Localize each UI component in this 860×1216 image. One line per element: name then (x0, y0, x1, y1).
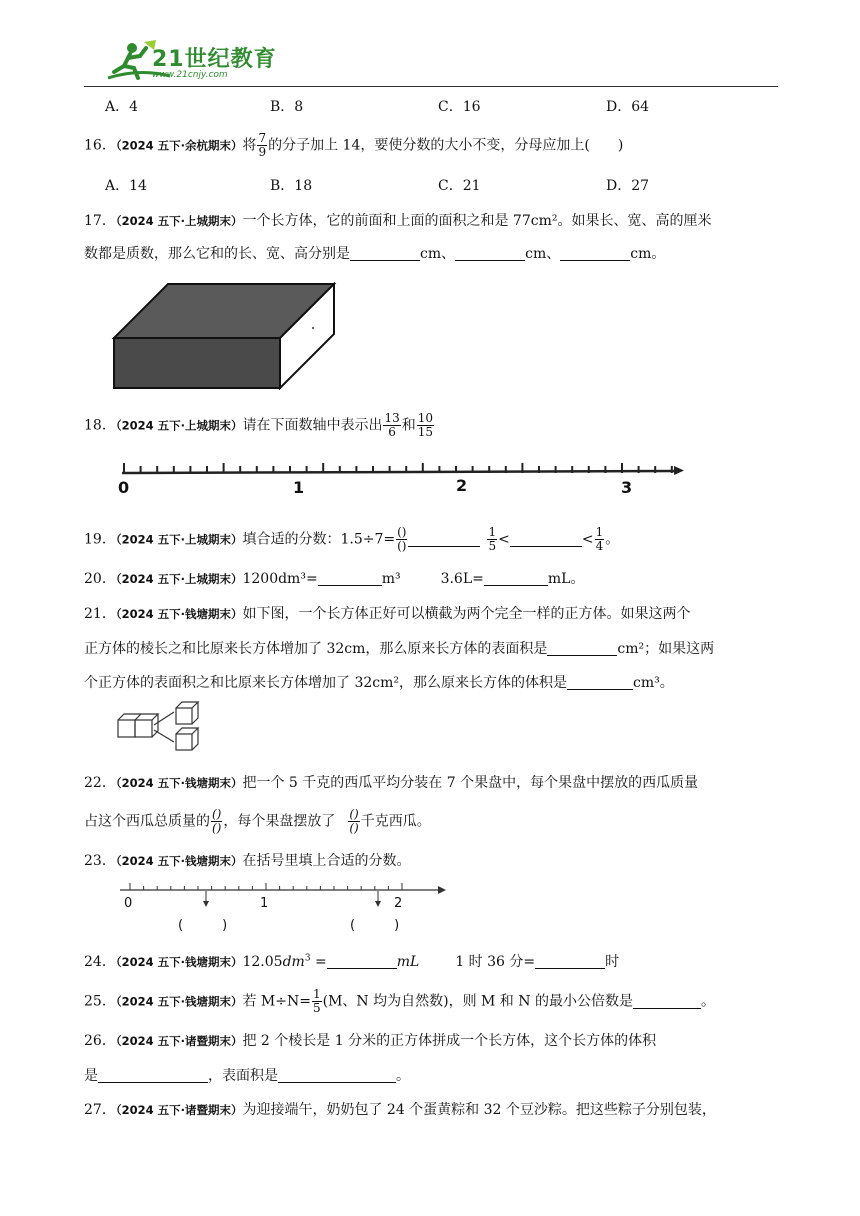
question-number: 26． (84, 1033, 116, 1049)
fraction: $\frac{1}{4}$ (595, 525, 604, 553)
question-number: 25． (84, 993, 116, 1010)
question-number: 17． (84, 213, 116, 229)
unit: m³ (381, 571, 401, 587)
question-number: 18． (84, 417, 116, 434)
question-19 (84, 526, 619, 553)
unit: cm、 (420, 246, 456, 262)
q15-option-a: A．4 (105, 99, 139, 115)
q16-option-a: A．14 (105, 178, 147, 194)
answer-blank[interactable] (455, 246, 525, 261)
axis-label: 3 (621, 478, 633, 497)
question-text: 把 2 个棱长是 1 分米的正方体拼成一个长方体，这个长方体的体积 (242, 1033, 657, 1049)
symbol: < (498, 531, 510, 548)
question-18 (84, 412, 435, 439)
question-text: 个正方体的表面积之和比原来长方体增加了 32cm²，那么原来长方体的体积是 (84, 675, 567, 691)
question-text: 请在下面数轴中表示出 (242, 417, 383, 434)
unit: mL。 (547, 571, 585, 587)
question-text: 数都是质数，那么它和的长、宽、高分别是 (84, 246, 350, 262)
answer-blank[interactable] (484, 571, 548, 586)
q15-option-d: D．64 (606, 99, 650, 115)
answer-blank[interactable] (98, 1068, 208, 1083)
question-text: 占这个西瓜总质量的 (84, 813, 210, 830)
unit: mL (396, 954, 420, 970)
unit: dm (282, 954, 305, 970)
exponent: 3 (304, 953, 311, 964)
question-source: （2024 五下·余杭期末） (115, 138, 243, 153)
question-number: 20． (84, 571, 116, 587)
question-source: （2024 五下·钱塘期末） (115, 994, 243, 1009)
punctuation: 。 (396, 1068, 410, 1084)
question-17 (84, 210, 711, 230)
question-source: （2024 五下·钱塘期末） (115, 776, 243, 790)
question-text: 若 M÷N= (242, 993, 311, 1010)
question-text: 和 (401, 417, 416, 434)
question-source: （2024 五下·上城期末） (115, 532, 243, 547)
answer-paren[interactable]: ( ) (178, 918, 228, 933)
question-number: 16． (84, 137, 116, 154)
answer-blank[interactable] (547, 641, 617, 656)
fraction: $\frac{1}{5}$ (488, 525, 497, 553)
q16-option-c: C．21 (438, 178, 481, 194)
question-text: 一个长方体，它的前面和上面的面积之和是 77cm²。如果长、宽、高的厘米 (242, 213, 712, 229)
question-text: 将 (242, 137, 257, 154)
question-text: 把一个 5 千克的西瓜平均分装在 7 个果盘中，每个果盘中摆放的西瓜质量 (242, 775, 699, 791)
question-number: 22． (84, 775, 116, 791)
question-22-line2 (84, 808, 431, 835)
question-source: （2024 五下·钱塘期末） (115, 955, 243, 969)
question-text: 千克西瓜。 (360, 813, 431, 830)
logo-title: 21世纪教育 (152, 47, 277, 72)
question-text: ，每个果盘摆放了 (223, 813, 336, 830)
question-text: ，表面积是 (208, 1068, 278, 1084)
question-source: （2024 五下·钱塘期末） (115, 854, 243, 868)
punctuation: 。 (700, 993, 715, 1010)
q15-option-c: C．16 (438, 99, 481, 115)
question-text: 填合适的分数：1.5÷7= (242, 531, 396, 548)
question-text: 1200dm³= (242, 571, 318, 587)
question-source: （2024 五下·上城期末） (115, 418, 243, 433)
question-text: 为迎接端午，奶奶包了 24 个蛋黄粽和 32 个豆沙粽。把这些粽子分别包装， (242, 1102, 716, 1118)
question-26-line2 (84, 1065, 410, 1085)
q16-option-d: D．27 (606, 178, 650, 194)
question-text: 的分子加上 14，要使分数的大小不变，分母应加上( ) (268, 137, 624, 154)
unit: 时 (605, 954, 620, 970)
answer-blank[interactable] (278, 1068, 396, 1083)
answer-blank[interactable] (535, 954, 605, 969)
question-26 (84, 1030, 656, 1050)
question-source: （2024 五下·诸暨期末） (115, 1103, 243, 1117)
question-text: 12.05 (242, 954, 283, 970)
answer-paren[interactable]: ( ) (350, 918, 400, 933)
answer-blank[interactable] (318, 571, 382, 586)
answer-blank[interactable] (567, 675, 633, 690)
question-text: 1 时 36 分= (455, 954, 536, 970)
question-number: 19． (84, 531, 116, 548)
question-16 (84, 132, 623, 159)
axis-label: 1 (293, 478, 305, 497)
number-line-q18 (112, 455, 692, 500)
question-21 (84, 603, 690, 623)
question-text: cm³。 (633, 675, 674, 691)
question-text: 如下图，一个长方体正好可以横截为两个完全一样的正方体。如果这两个 (242, 606, 691, 622)
fraction-blank[interactable]: $\frac{()}{()}$ (212, 807, 222, 835)
logo-url: www.21cnjy.com (152, 70, 228, 80)
answer-blank[interactable] (560, 246, 630, 261)
question-17-line2 (84, 243, 665, 263)
question-24 (84, 951, 619, 971)
answer-blank[interactable] (633, 994, 701, 1009)
question-text: 是 (84, 1068, 98, 1084)
question-number: 24． (84, 954, 116, 970)
axis-label: 1 (260, 896, 269, 911)
question-25 (84, 988, 715, 1015)
fraction: $\frac{10}{15}$ (417, 411, 434, 439)
fraction-blank[interactable]: $\frac{()}{()}$ (397, 525, 407, 553)
question-text: 在括号里填上合适的分数。 (242, 853, 411, 869)
question-source: （2024 五下·上城期末） (115, 572, 243, 586)
question-21-line2 (84, 638, 714, 658)
question-source: （2024 五下·诸暨期末） (115, 1034, 243, 1048)
unit: cm。 (630, 246, 666, 262)
answer-blank[interactable] (510, 532, 582, 547)
answer-blank[interactable] (408, 532, 480, 547)
question-text: cm²；如果这两 (617, 641, 715, 657)
question-27 (84, 1099, 716, 1119)
question-text: (M、N 均为自然数)，则 M 和 N 的最小公倍数是 (322, 993, 633, 1010)
question-number: 23． (84, 853, 116, 869)
punctuation: 。 (605, 531, 620, 548)
symbol: = (310, 954, 327, 970)
q16-option-b: B．18 (270, 178, 313, 194)
question-source: （2024 五下·钱塘期末） (115, 607, 243, 621)
question-22 (84, 772, 698, 792)
question-source: （2024 五下·上城期末） (115, 214, 243, 228)
axis-label: 0 (124, 896, 133, 911)
question-number: 27． (84, 1102, 116, 1118)
axis-label: 0 (118, 478, 130, 497)
question-text: 3.6L= (440, 571, 484, 587)
header-divider (84, 86, 778, 87)
question-20 (84, 568, 584, 588)
question-text: 正方体的棱长之和比原来长方体增加了 32cm，那么原来长方体的表面积是 (84, 641, 548, 657)
question-21-line3 (84, 672, 674, 692)
axis-label: 2 (456, 476, 468, 495)
q15-option-b: B．8 (270, 99, 304, 115)
fraction-blank[interactable]: $\frac{()}{()}$ (349, 807, 359, 835)
axis-label: 2 (394, 896, 403, 911)
question-number: 21． (84, 606, 116, 622)
fraction: $\frac{7}{9}$ (258, 131, 267, 159)
symbol: < (581, 531, 594, 548)
answer-blank[interactable] (327, 954, 397, 969)
cubes-figure (114, 700, 204, 756)
unit: cm、 (525, 246, 561, 262)
fraction: $\frac{1}{5}$ (312, 987, 321, 1015)
answer-blank[interactable] (350, 246, 420, 261)
question-23 (84, 850, 410, 870)
cuboid-figure (108, 280, 338, 390)
fraction: $\frac{13}{6}$ (384, 411, 400, 439)
